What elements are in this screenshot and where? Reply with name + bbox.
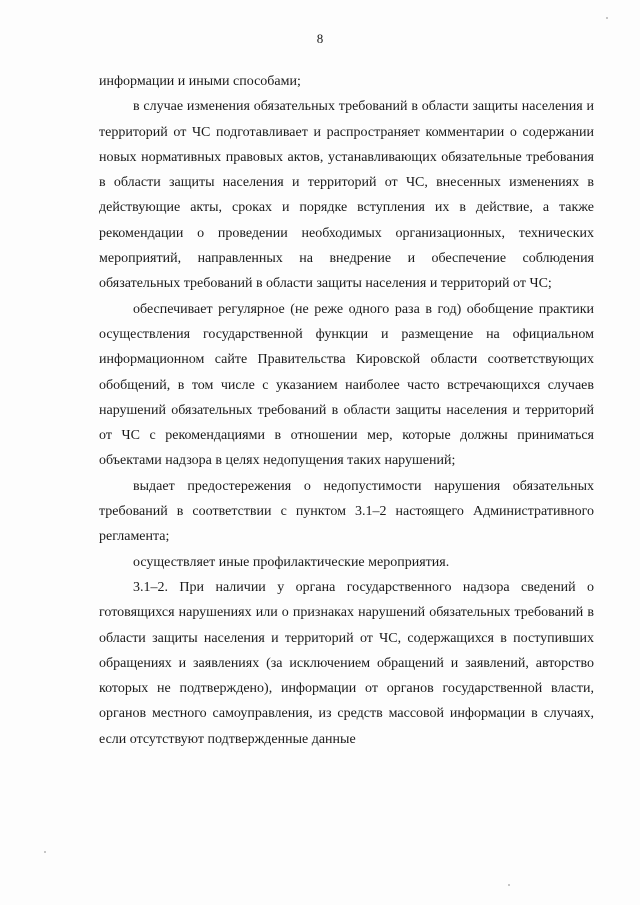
paragraph-practice-generalization: обеспечивает регулярное (не реже одного раза в год) обобщение практики осуществления государственной функции и размещение на официальном информационном сайте Правительства Кировской области соответствующих обобщений, в том числе с указанием наиболее часто встречающихся случаев нарушений обязательных требований в области защиты населения и территорий от ЧС с рекомендациями в отношении мер, которые должны приниматься объектами надзора в целях недопущения таких нарушений; <box>99 301 594 469</box>
scan-speck <box>44 851 46 853</box>
paragraph-comments-on-new-acts: в случае изменения обязательных требований в области защиты населения и территорий от ЧС подготавливает и распространяет комментарии о содержании новых нормативных правовых актов, устанавливающих обязательные требования в области защиты населения и территорий от ЧС, внесенных изменениях в действующие акты, сроках и порядке вступления их в действие, а также рекомендации о проведении необходимых организационных, технических мероприятий, направленных на внедрение и обеспечение соблюдения обязательных требований в области защиты населения и территорий от ЧС; <box>99 99 594 292</box>
paragraph-warnings: выдает предостережения о недопустимости нарушения обязательных требований в соответствии с пунктом 3.1–2 настоящего Административного регламента; <box>99 478 594 545</box>
paragraph-section-3-1-2: 3.1–2. При наличии у органа государственного надзора сведений о готовящихся нарушениях или о признаках нарушений обязательных требований в области защиты населения и территорий от ЧС, содержащихся в поступивших обращениях и заявлениях (за исключением обращений и заявлений, авторство которых не подтверждено), информации от органов государственной власти, органов местного самоуправления, из средств массовой информации в случаях, если отсутствуют подтвержденные данные <box>99 579 594 747</box>
page-number: 8 <box>316 31 324 46</box>
scan-speck <box>508 884 510 886</box>
paragraph-other-measures: осуществляет иные профилактические мероприятия. <box>133 554 450 570</box>
scan-speck <box>606 17 608 19</box>
document-body <box>99 69 594 752</box>
paragraph-continuation: информации и иными способами; <box>99 74 301 89</box>
